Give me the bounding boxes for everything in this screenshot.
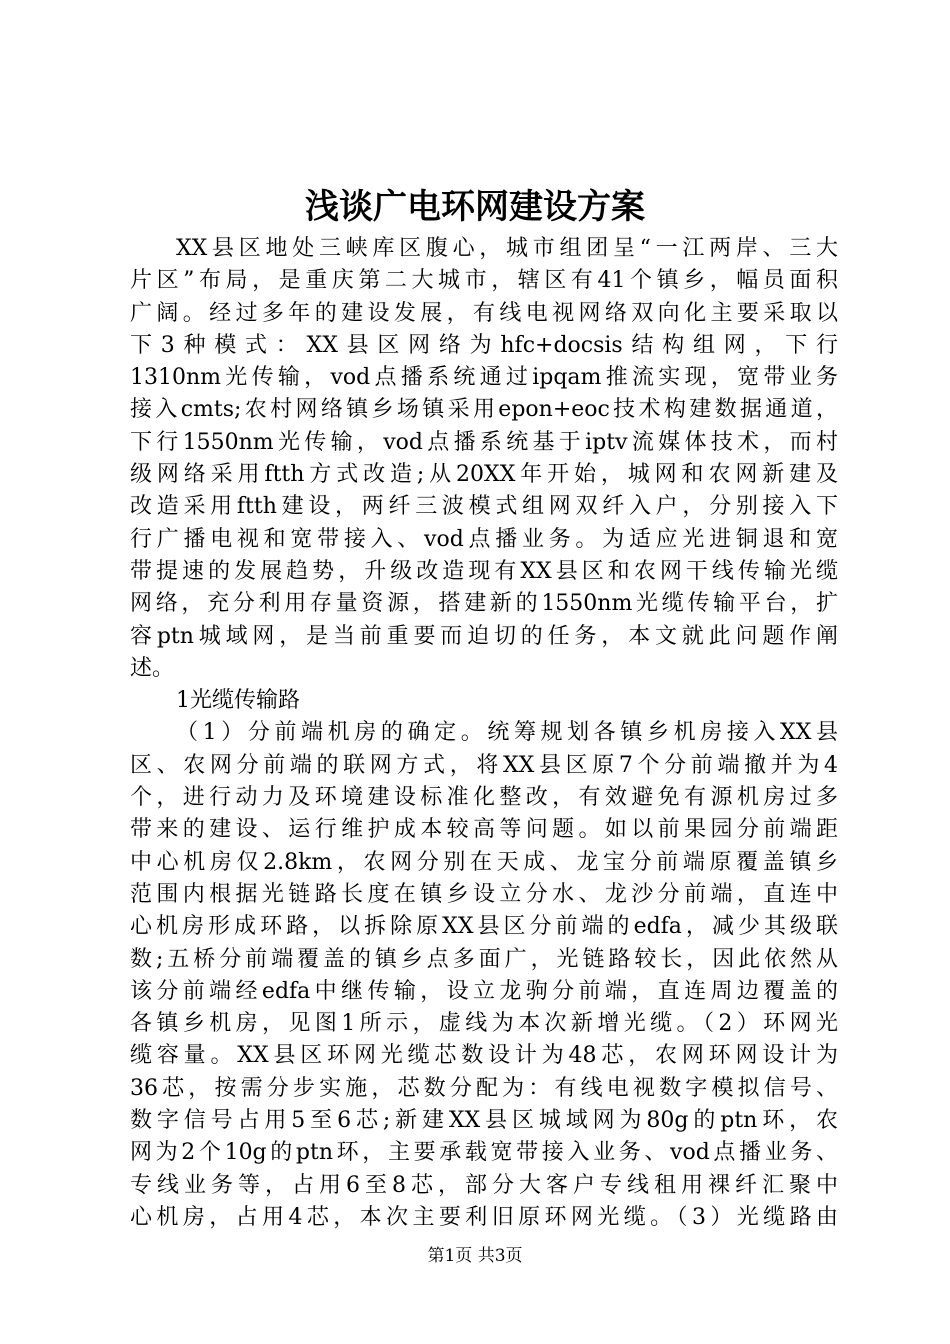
text-line: 个，进行动力及环境建设标准化整改，有效避免有源机房过多 [130, 785, 838, 811]
page-footer: 第1页 共3页 [427, 1246, 523, 1266]
text-line: 改造采用ftth建设，两纤三波模式组网双纤入户，分别接入下 [130, 494, 838, 520]
text-line: 范围内根据光链路长度在镇乡设立分水、龙沙分前端，直连中 [130, 881, 838, 907]
text-line: 数;五桥分前端覆盖的镇乡点多面广，光链路较长，因此依然从 [130, 946, 838, 972]
text-line: 下3种模式：XX县区网络为hfc+docsis结构组网，下行 [130, 332, 838, 358]
text-line: 述。 [130, 655, 175, 681]
text-line: 缆容量。XX县区环网光缆芯数设计为48芯，农网环网设计为 [130, 1043, 838, 1069]
text-line: 1光缆传输路 [176, 688, 300, 714]
text-line: （1）分前端机房的确定。统筹规划各镇乡机房接入XX县 [176, 720, 838, 746]
text-line: 数字信号占用5至6芯;新建XX县区城域网为80g的ptn环，农 [130, 1108, 838, 1134]
text-line: 带提速的发展趋势，升级改造现有XX县区和农网干线传输光缆 [130, 558, 838, 584]
document-title: 浅谈广电环网建设方案 [305, 187, 645, 227]
text-line: 广阔。经过多年的建设发展，有线电视网络双向化主要采取以 [130, 300, 838, 326]
text-line: 中心机房仅2.8km，农网分别在天成、龙宝分前端原覆盖镇乡 [130, 849, 838, 875]
text-line: 1310nm光传输，vod点播系统通过ipqam推流实现，宽带业务 [130, 365, 838, 391]
text-line: 网为2个10g的ptn环，主要承载宽带接入业务、vod点播业务、 [130, 1140, 838, 1166]
text-line: 下行1550nm光传输，vod点播系统基于iptv流媒体技术，而村 [130, 429, 838, 455]
text-line: XX县区地处三峡库区腹心，城市组团呈“一江两岸、三大 [176, 236, 838, 261]
text-line: 网络，充分利用存量资源，搭建新的1550nm光缆传输平台，扩 [130, 591, 838, 617]
text-line: 片区”布局，是重庆第二大城市，辖区有41个镇乡，幅员面积 [130, 268, 838, 294]
document-body [130, 233, 838, 1234]
text-line: 心机房形成环路，以拆除原XX县区分前端的edfa，减少其级联 [130, 914, 838, 940]
text-line: 专线业务等，占用6至8芯，部分大客户专线租用裸纤汇聚中 [130, 1172, 838, 1198]
text-line: 级网络采用ftth方式改造;从20XX年开始，城网和农网新建及 [130, 462, 838, 488]
text-line: 区、农网分前端的联网方式，将XX县区原7个分前端撤并为4 [130, 752, 838, 778]
text-line: 容ptn城域网，是当前重要而迫切的任务，本文就此问题作阐 [130, 623, 838, 649]
text-line: 心机房，占用4芯，本次主要利旧原环网光缆。（3）光缆路由 [130, 1204, 838, 1230]
text-line: 36芯，按需分步实施，芯数分配为：有线电视数字模拟信号、 [130, 1075, 838, 1101]
text-line: 该分前端经edfa中继传输，设立龙驹分前端，直连周边覆盖的 [130, 978, 838, 1004]
text-line: 各镇乡机房，见图1所示，虚线为本次新增光缆。（2）环网光 [130, 1011, 838, 1037]
text-line: 接入cmts;农村网络镇乡场镇采用epon+eoc技术构建数据通道， [130, 397, 838, 423]
text-line: 带来的建设、运行维护成本较高等问题。如以前果园分前端距 [130, 817, 838, 843]
text-line: 行广播电视和宽带接入、vod点播业务。为适应光进铜退和宽 [130, 526, 838, 552]
